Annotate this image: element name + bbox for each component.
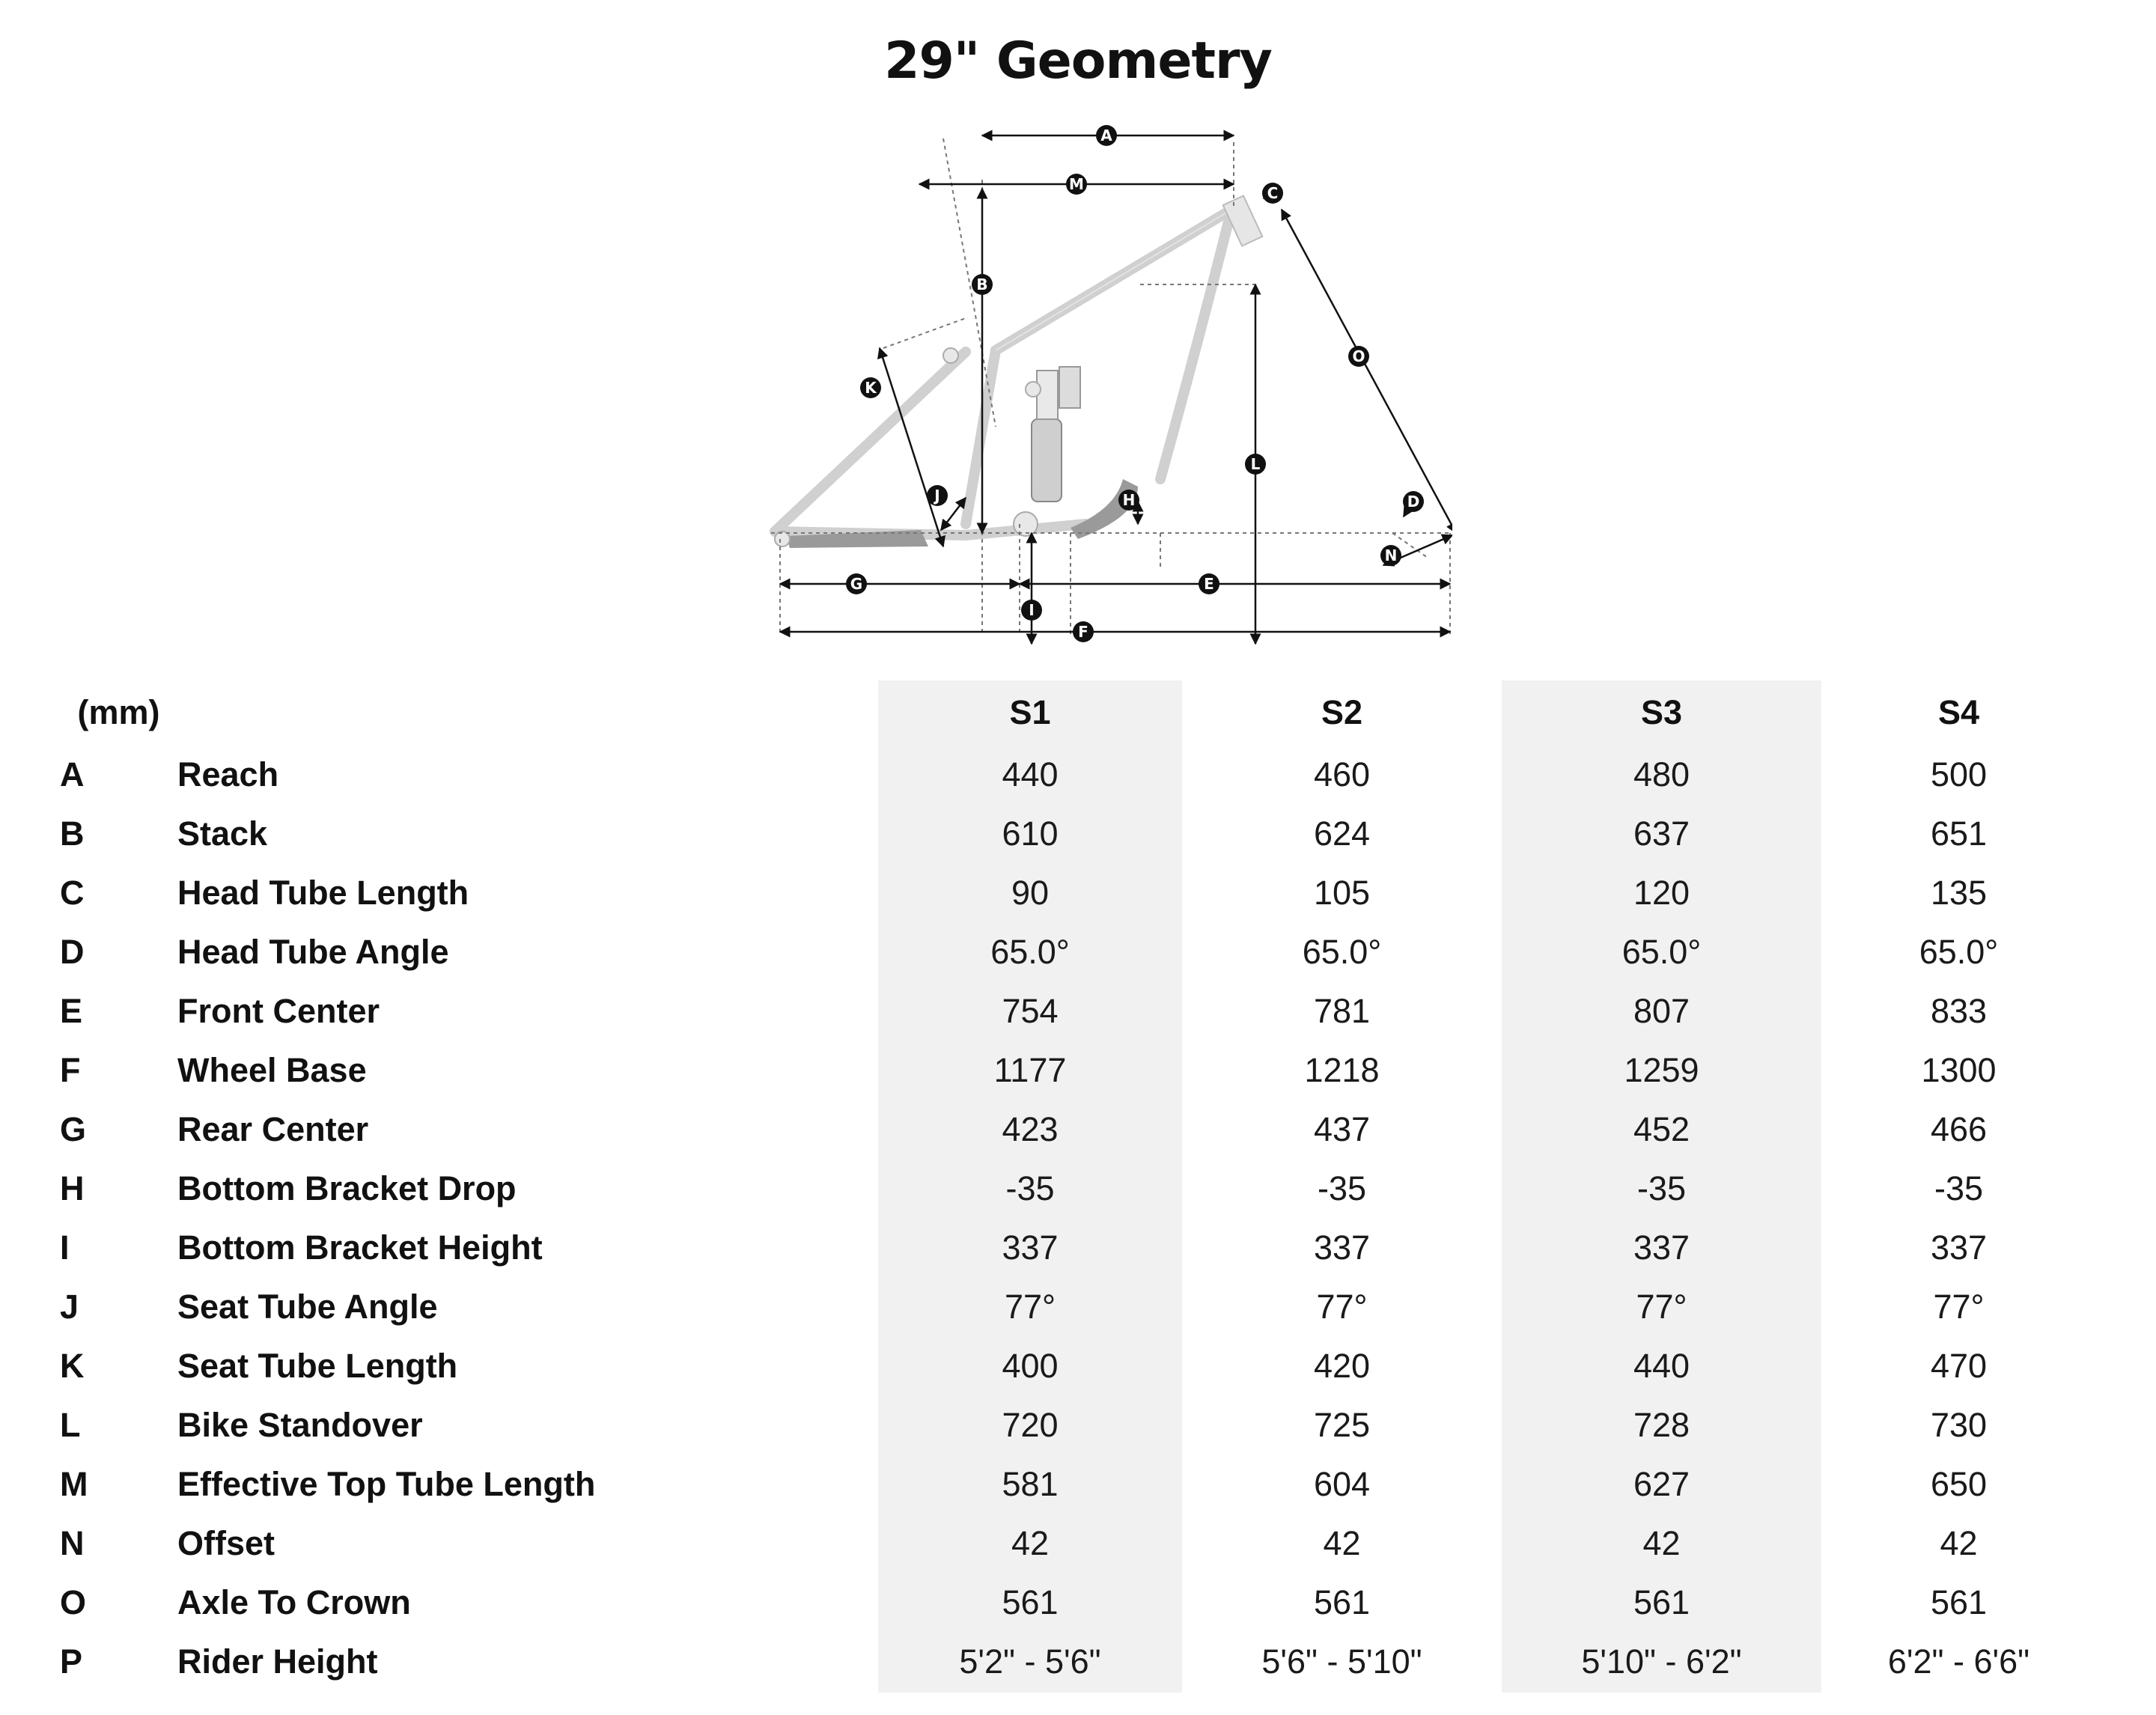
callout-J (927, 485, 948, 506)
row-letter: J (60, 1287, 79, 1326)
svg-text:A: A (1100, 127, 1112, 144)
table-row (60, 1041, 2096, 1100)
cell-s2: 1218 (1304, 1050, 1380, 1089)
cell-s4: 500 (1930, 755, 1988, 793)
row-name: Seat Tube Length (177, 1346, 458, 1385)
callout-D (1403, 491, 1424, 512)
cell-s4: 65.0° (1919, 932, 1999, 971)
cell-s3: 728 (1633, 1405, 1690, 1444)
row-name: Bottom Bracket Drop (177, 1169, 517, 1207)
row-name: Head Tube Length (177, 873, 469, 912)
cell-s3: 77° (1636, 1287, 1687, 1326)
cell-s2: 624 (1313, 814, 1371, 853)
table-row (60, 1218, 2096, 1277)
row-name: Wheel Base (177, 1050, 367, 1089)
cell-s2: 604 (1313, 1464, 1371, 1503)
frame-silhouette (775, 210, 1231, 535)
cell-s4: 1300 (1921, 1050, 1997, 1089)
cell-s1: 5'2" - 5'6" (959, 1642, 1101, 1681)
row-letter: D (60, 932, 85, 971)
cell-s4: 730 (1930, 1405, 1988, 1444)
cell-s4: 135 (1930, 873, 1988, 912)
table-row (60, 1336, 2096, 1395)
svg-text:C: C (1267, 184, 1279, 202)
row-letter: E (60, 991, 83, 1030)
svg-text:L: L (1250, 455, 1261, 473)
callout-M (1066, 174, 1087, 195)
cell-s1: 337 (1002, 1228, 1059, 1267)
row-letter: C (60, 873, 85, 912)
cell-s3: 637 (1633, 814, 1690, 853)
row-name: Stack (177, 814, 268, 853)
callout-N (1380, 545, 1401, 566)
row-letter: N (60, 1523, 85, 1562)
cell-s4: 337 (1930, 1228, 1988, 1267)
row-letter: O (60, 1583, 87, 1621)
cell-s2: 725 (1313, 1405, 1371, 1444)
cell-s1: 610 (1002, 814, 1059, 853)
row-name: Seat Tube Angle (177, 1287, 438, 1326)
table-header-row (60, 680, 2096, 745)
row-name: Head Tube Angle (177, 932, 449, 971)
cell-s3: 440 (1633, 1346, 1690, 1385)
table-row (60, 1395, 2096, 1454)
callout-I (1021, 600, 1042, 621)
callout-H (1118, 490, 1139, 511)
svg-text:I: I (1029, 601, 1035, 619)
cell-s1: 65.0° (990, 932, 1070, 971)
cell-s3: 480 (1633, 755, 1690, 793)
table-row (60, 1454, 2096, 1514)
cell-s4: 466 (1930, 1109, 1988, 1148)
cell-s2: -35 (1317, 1169, 1367, 1207)
svg-text:O: O (1352, 347, 1365, 365)
callout-L (1245, 454, 1266, 475)
cell-s3: 1259 (1624, 1050, 1699, 1089)
size-header-s1: S1 (1009, 693, 1051, 731)
cell-s1: 720 (1002, 1405, 1059, 1444)
cell-s2: 460 (1313, 755, 1371, 793)
cell-s2: 561 (1313, 1583, 1371, 1621)
table-row (60, 981, 2096, 1041)
size-header-s3: S3 (1640, 693, 1683, 731)
row-letter: M (60, 1464, 88, 1503)
geometry-table (60, 680, 2096, 1691)
cell-s4: 470 (1930, 1346, 1988, 1385)
cell-s3: 65.0° (1621, 932, 1702, 971)
table-row (60, 1514, 2096, 1573)
table-row (60, 1573, 2096, 1632)
table-row (60, 1159, 2096, 1218)
callout-A (1096, 125, 1117, 146)
svg-text:D: D (1407, 493, 1420, 511)
bike-frame-diagram (719, 120, 1452, 659)
geometry-diagram (719, 120, 1452, 659)
cell-s3: 561 (1633, 1583, 1690, 1621)
cell-s2: 437 (1313, 1109, 1371, 1148)
svg-text:M: M (1069, 175, 1084, 193)
table-row (60, 922, 2096, 981)
row-name: Effective Top Tube Length (177, 1464, 596, 1503)
row-letter: P (60, 1642, 83, 1681)
row-letter: F (60, 1050, 81, 1089)
size-header-s4: S4 (1937, 693, 1980, 731)
callout-F (1073, 621, 1094, 642)
cell-s4: -35 (1934, 1169, 1984, 1207)
row-name: Front Center (177, 991, 380, 1030)
cell-s3: 452 (1633, 1109, 1690, 1148)
table-row (60, 1277, 2096, 1336)
svg-text:G: G (850, 575, 863, 593)
callout-C (1262, 183, 1283, 204)
cell-s2: 42 (1323, 1523, 1361, 1562)
row-name: Axle To Crown (177, 1583, 411, 1621)
cell-s2: 65.0° (1302, 932, 1382, 971)
cell-s3: 807 (1633, 991, 1690, 1030)
cell-s3: 627 (1633, 1464, 1690, 1503)
row-name: Offset (177, 1523, 275, 1562)
cell-s2: 5'6" - 5'10" (1261, 1642, 1422, 1681)
cell-s1: 90 (1011, 873, 1050, 912)
cell-s3: 5'10" - 6'2" (1581, 1642, 1742, 1681)
callout-E (1199, 573, 1219, 594)
row-name: Rider Height (177, 1642, 378, 1681)
unit-label: (mm) (77, 693, 160, 731)
cell-s1: 400 (1002, 1346, 1059, 1385)
cell-s3: -35 (1636, 1169, 1687, 1207)
table-row (60, 1100, 2096, 1159)
callout-O (1348, 346, 1369, 367)
cell-s2: 420 (1313, 1346, 1371, 1385)
cell-s2: 77° (1316, 1287, 1368, 1326)
svg-text:K: K (865, 379, 877, 397)
table-row (60, 863, 2096, 922)
cell-s4: 6'2" - 6'6" (1887, 1642, 2030, 1681)
svg-text:J: J (934, 487, 940, 505)
table-row (60, 804, 2096, 863)
svg-text:B: B (976, 275, 988, 293)
cell-s1: 423 (1002, 1109, 1059, 1148)
svg-text:N: N (1384, 546, 1398, 564)
cell-s4: 651 (1930, 814, 1988, 853)
callout-K (860, 377, 881, 398)
table-row (60, 745, 2096, 804)
cell-s1: 754 (1002, 991, 1059, 1030)
size-header-s2: S2 (1321, 693, 1363, 731)
page-title: 29" Geometry (884, 31, 1272, 91)
row-letter: A (60, 755, 85, 793)
cell-s4: 77° (1933, 1287, 1985, 1326)
row-letter: K (60, 1346, 85, 1385)
cell-s3: 120 (1633, 873, 1690, 912)
row-name: Bottom Bracket Height (177, 1228, 543, 1267)
cell-s4: 650 (1930, 1464, 1988, 1503)
cell-s2: 105 (1313, 873, 1371, 912)
row-letter: B (60, 814, 85, 853)
cell-s1: 42 (1011, 1523, 1050, 1562)
cell-s3: 42 (1642, 1523, 1681, 1562)
row-name: Reach (177, 755, 279, 793)
cell-s1: 77° (1004, 1287, 1056, 1326)
svg-text:H: H (1122, 491, 1136, 509)
cell-s1: 1177 (993, 1050, 1067, 1089)
row-name: Bike Standover (177, 1405, 423, 1444)
row-letter: L (60, 1405, 81, 1444)
callout-B (972, 274, 993, 295)
cell-s2: 337 (1313, 1228, 1371, 1267)
cell-s3: 337 (1633, 1228, 1690, 1267)
row-letter: I (60, 1228, 70, 1267)
callout-G (846, 573, 867, 594)
cell-s4: 561 (1930, 1583, 1988, 1621)
svg-text:E: E (1204, 575, 1214, 593)
cell-s1: -35 (1005, 1169, 1055, 1207)
cell-s1: 561 (1002, 1583, 1059, 1621)
cell-s1: 581 (1002, 1464, 1059, 1503)
cell-s2: 781 (1313, 991, 1371, 1030)
cell-s1: 440 (1002, 755, 1059, 793)
row-letter: H (60, 1169, 85, 1207)
row-name: Rear Center (177, 1109, 369, 1148)
svg-text:F: F (1078, 623, 1088, 641)
table-row (60, 1632, 2096, 1691)
cell-s4: 42 (1940, 1523, 1978, 1562)
cell-s4: 833 (1930, 991, 1988, 1030)
row-letter: G (60, 1109, 87, 1148)
